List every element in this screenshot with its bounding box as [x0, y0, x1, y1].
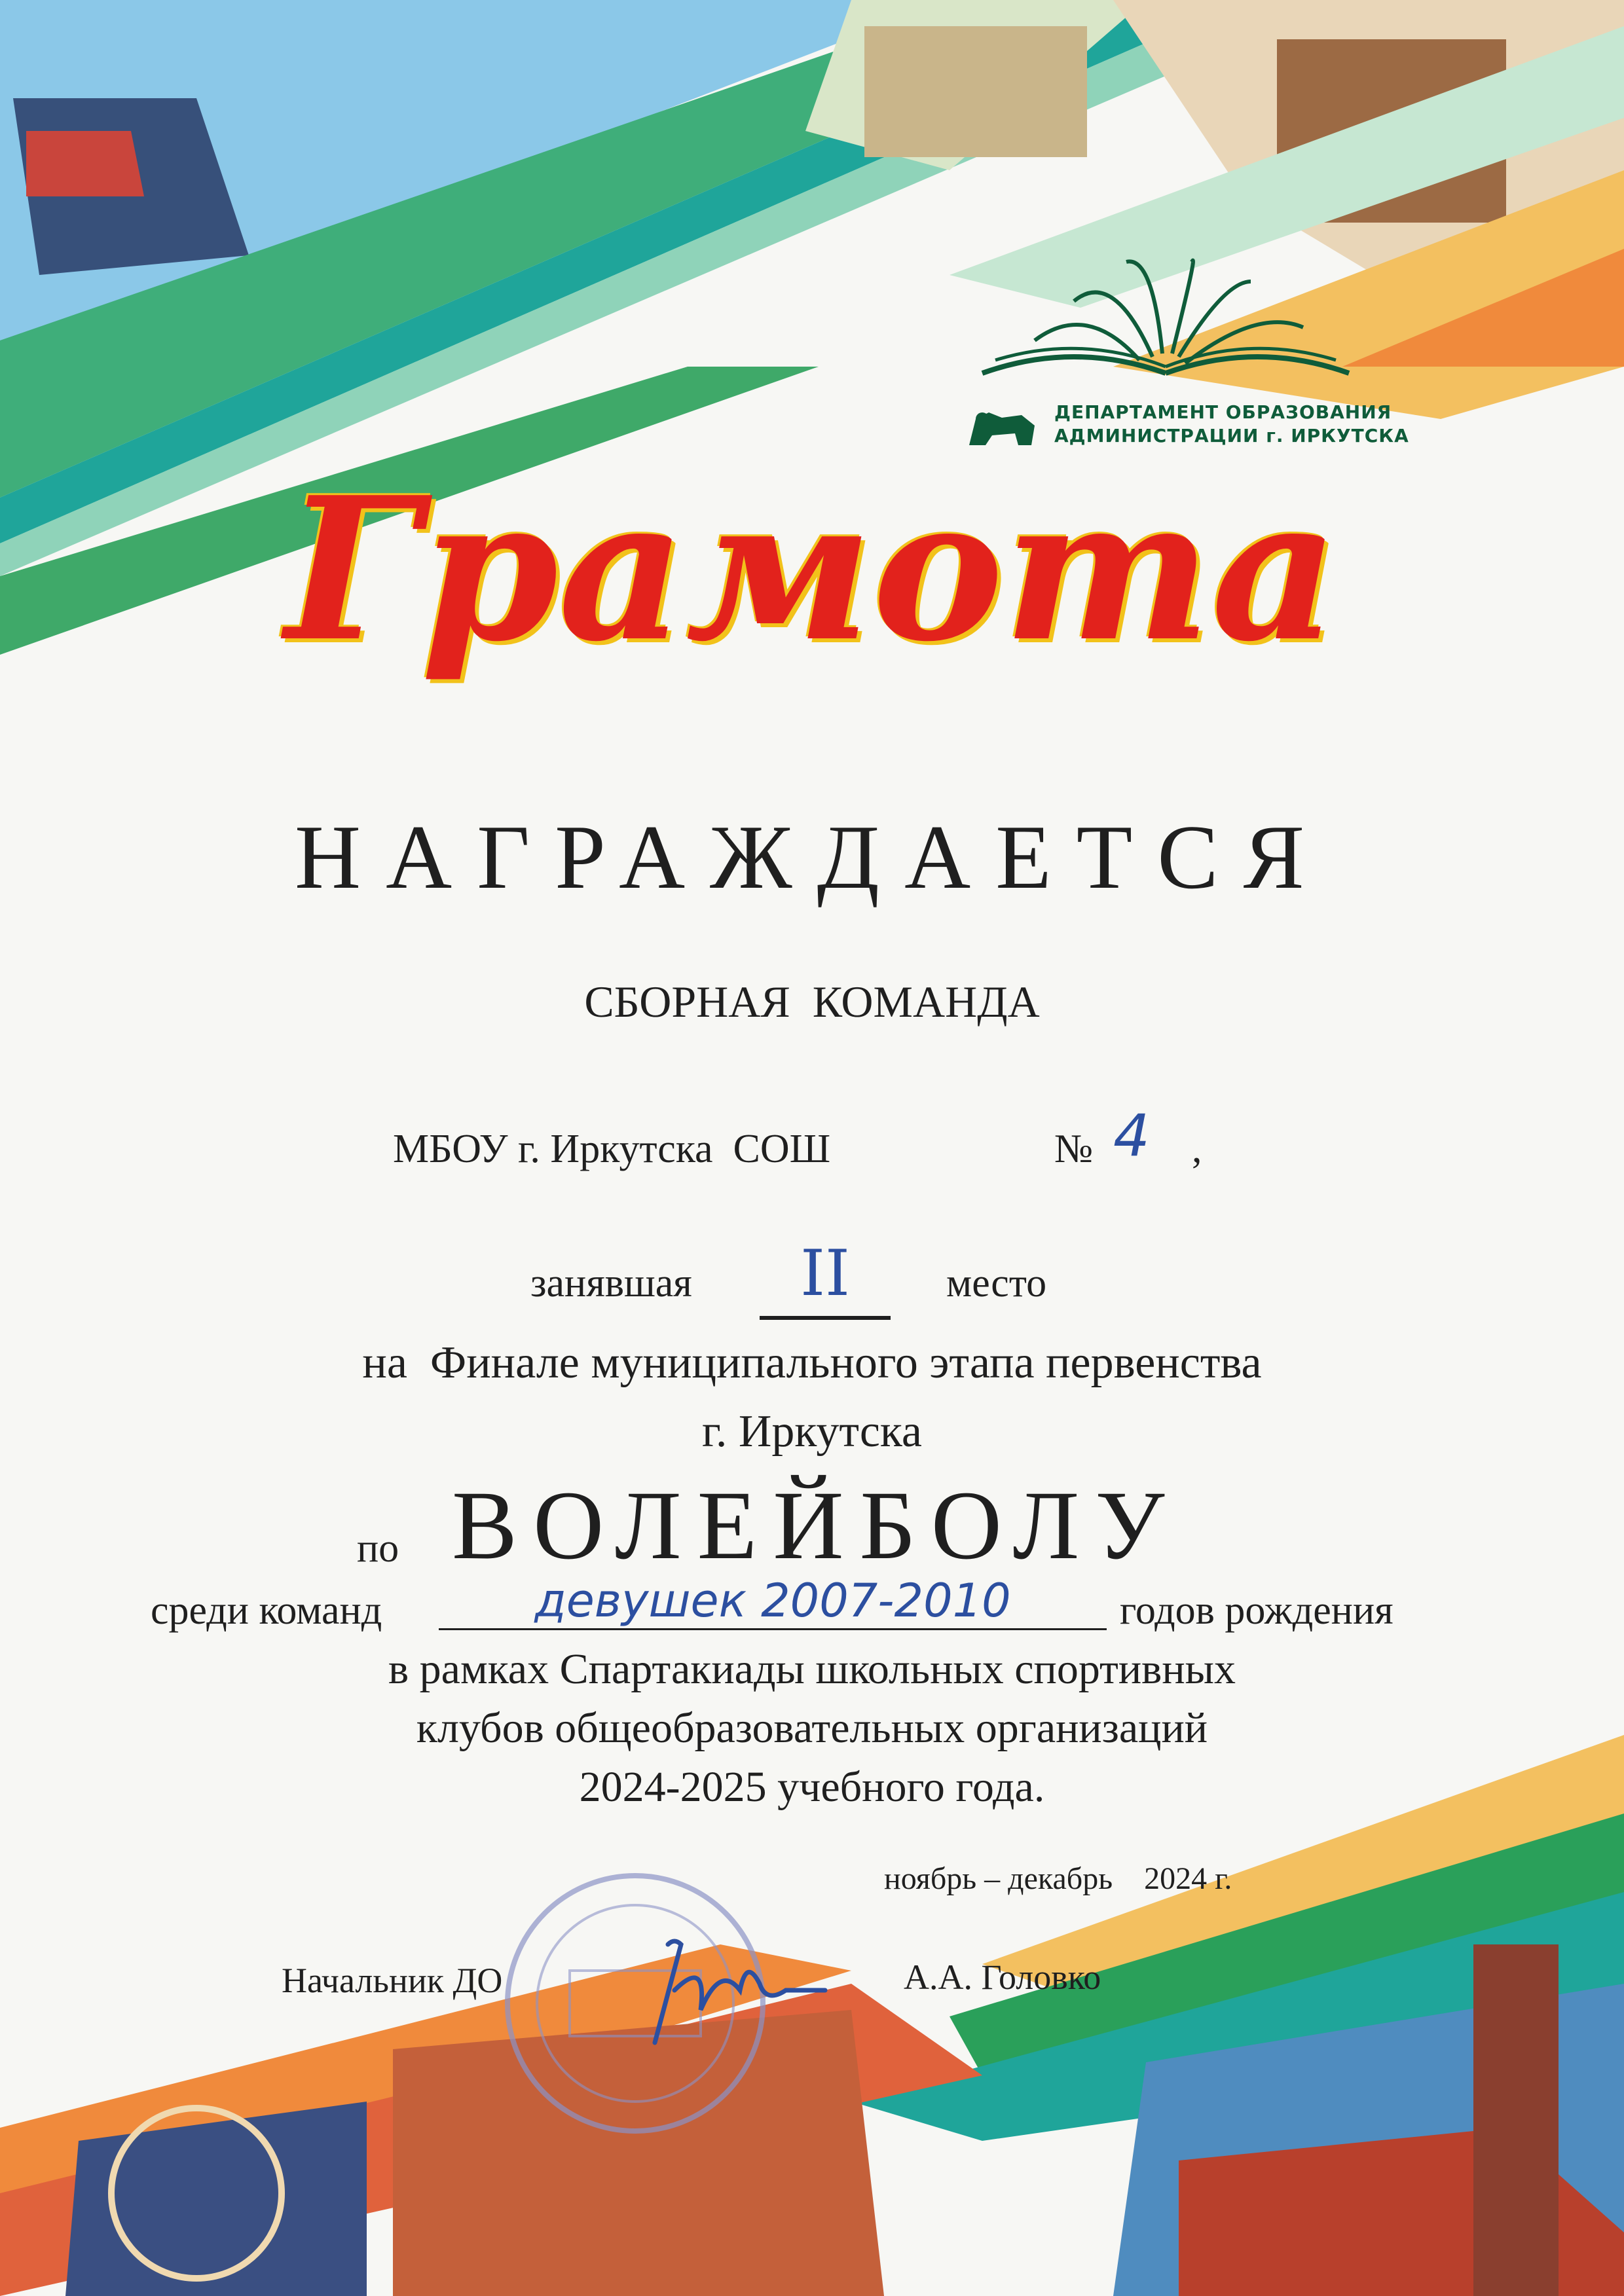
place-suffix: место: [946, 1261, 1047, 1305]
logo-line-1: ДЕПАРТАМЕНТ ОБРАЗОВАНИЯ: [1054, 401, 1392, 423]
teams-underline: [439, 1628, 1107, 1630]
event-line-2: г. Иркутска: [702, 1406, 922, 1457]
teams-prefix: среди команд: [151, 1588, 382, 1633]
department-logo-text: [1054, 401, 1409, 448]
logo-line-2: АДМИНИСТРАЦИИ г. ИРКУТСКА: [1054, 425, 1409, 446]
place-prefix: занявшая: [530, 1261, 692, 1305]
teams-handwritten: девушек 2007-2010: [534, 1574, 1011, 1628]
number-sign: №: [1054, 1127, 1094, 1171]
award-date: ноябрь – декабрь 2024 г.: [884, 1861, 1232, 1896]
book-logo-icon: [976, 242, 1369, 393]
place-underline: [760, 1316, 891, 1320]
award-heading: НАГРАЖДАЕТСЯ: [294, 807, 1330, 908]
sport-prefix: по: [357, 1526, 399, 1571]
team-label: СБОРНАЯ КОМАНДА: [584, 977, 1040, 1027]
signatory-name: А.А. Головко: [904, 1958, 1101, 1997]
school-number-handwritten: 4: [1113, 1102, 1150, 1169]
teams-suffix: годов рождения: [1120, 1588, 1393, 1633]
event-line-1: на Финале муниципального этапа первенства: [362, 1338, 1262, 1388]
body-line-1: в рамках Спартакиады школьных спортивных: [388, 1645, 1236, 1693]
place-handwritten: II: [800, 1237, 850, 1310]
body-line-2: клубов общеобразовательных организаций: [416, 1704, 1208, 1752]
signatory-role: Начальник ДО: [282, 1961, 503, 2000]
handwritten-signature-icon: [629, 1918, 838, 2049]
certificate-title: Грамота: [285, 454, 1339, 685]
irkutsk-babr-emblem-icon: [963, 399, 1041, 452]
body-line-3: 2024-2025 учебного года.: [579, 1763, 1045, 1811]
school-name: МБОУ г. Иркутска СОШ: [393, 1127, 831, 1171]
sport-name: ВОЛЕЙБОЛУ: [452, 1471, 1181, 1580]
school-comma: ,: [1192, 1127, 1202, 1171]
